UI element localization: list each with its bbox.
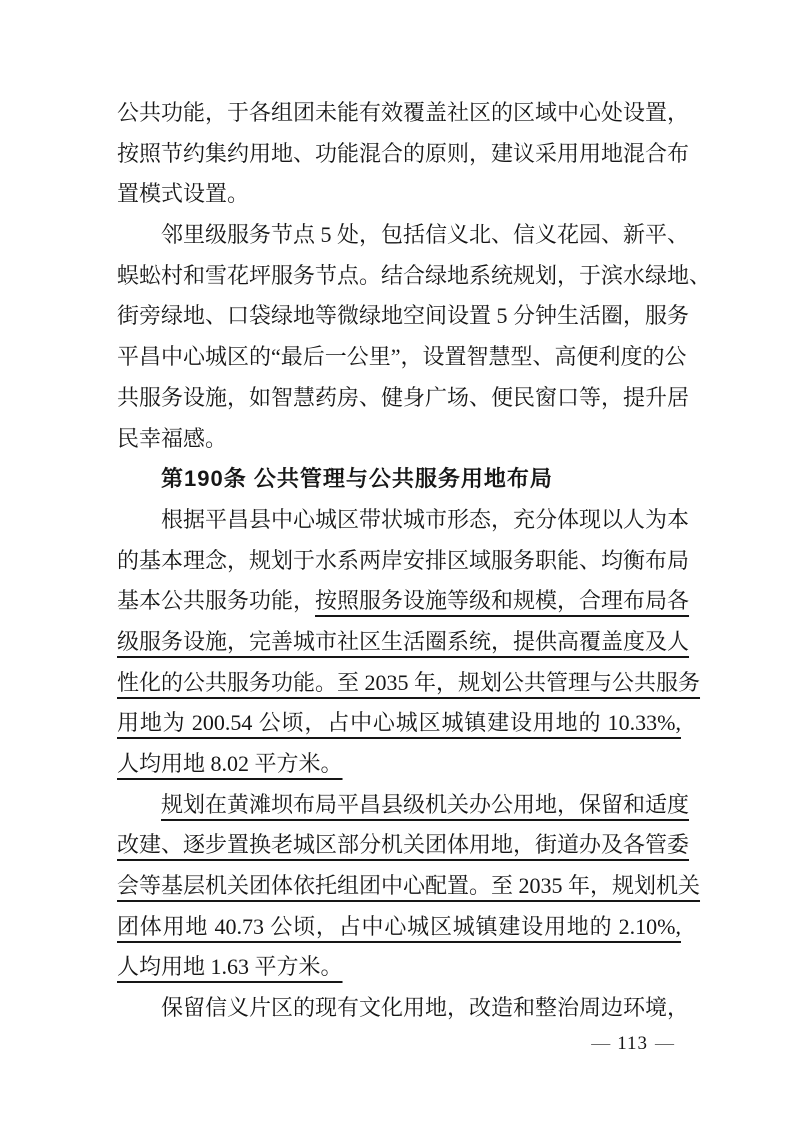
- underlined-text-segment: 会等基层机关团体依托组团中心配置。至 2035 年，规划机关: [117, 873, 701, 899]
- text-line: [117, 337, 687, 378]
- text-segment: 置模式设置。: [117, 181, 250, 207]
- section-heading: [117, 459, 681, 500]
- underlined-text-segment: 级服务设施，完善城市社区生活圈系统，提供高覆盖度及人: [117, 628, 690, 654]
- text-line: [117, 134, 690, 175]
- text-line: [117, 947, 681, 988]
- page-footer: [117, 1032, 681, 1056]
- text-segment: 蜈蚣村和雪花坪服务节点。结合绿地系统规划，于滨水绿地、: [117, 262, 712, 288]
- text-segment: 的基本理念，规划于水系两岸安排区域服务职能、均衡布局: [117, 547, 690, 573]
- text-line: [117, 744, 681, 785]
- text-line: [117, 378, 690, 419]
- text-line: [117, 622, 690, 663]
- underlined-text-segment: 性化的公共服务功能。至 2035 年，规划公共管理与公共服务: [117, 669, 701, 695]
- underlined-text-segment: 按照服务设施等级和规模，合理布局各: [315, 588, 690, 614]
- text-line: [117, 174, 681, 215]
- text-line: [117, 703, 681, 744]
- text-line: [117, 663, 701, 704]
- text-segment: 公共功能，于各组团未能有效覆盖社区的区域中心处设置，: [117, 100, 690, 125]
- text-segment: 第190条 公共管理与公共服务用地布局: [161, 466, 553, 492]
- text-segment: 民幸福感。: [117, 425, 228, 451]
- underlined-text-segment: 团体用地 40.73 公顷，占中心城区城镇建设用地的 2.10%,: [117, 913, 681, 939]
- underlined-text-segment: 人均用地 1.63 平方米。: [117, 954, 343, 980]
- text-line: [117, 256, 712, 297]
- text-line: [117, 541, 690, 582]
- text-line: [117, 296, 690, 337]
- document-body: [117, 93, 712, 1029]
- page-number-dash-left: —: [591, 1033, 611, 1054]
- text-segment: 基本公共服务功能，: [117, 588, 316, 614]
- page-number: 113: [617, 1033, 648, 1054]
- text-line: [117, 93, 690, 134]
- text-segment: 街旁绿地、口袋绿地等微绿地空间设置 5 分钟生活圈，服务: [117, 303, 690, 329]
- text-segment: 按照节约集约用地、功能混合的原则，建议采用用地混合布: [117, 140, 690, 166]
- underlined-text-segment: 改建、逐步置换老城区部分机关团体用地，街道办及各管委: [117, 832, 690, 858]
- text-segment: 保留信义片区的现有文化用地，改造和整治周边环境，: [161, 995, 690, 1021]
- text-line: [117, 907, 681, 948]
- text-line: [117, 419, 681, 460]
- page-number-dash-right: —: [655, 1033, 674, 1054]
- text-line: [117, 215, 690, 256]
- text-line: [117, 988, 690, 1029]
- underlined-text-segment: 用地为 200.54 公顷，占中心城区城镇建设用地的 10.33%,: [117, 710, 681, 736]
- text-segment: 邻里级服务节点 5 处，包括信义北、信义花园、新平、: [161, 222, 690, 248]
- text-line: [117, 825, 690, 866]
- text-segment: 平昌中心城区的“最后一公里”，设置智慧型、高便利度的公: [117, 344, 687, 370]
- text-segment: 共服务设施，如智慧药房、健身广场、便民窗口等，提升居: [117, 384, 690, 410]
- text-line: [117, 785, 690, 826]
- underlined-text-segment: 规划在黄滩坝布局平昌县级机关办公用地，保留和适度: [161, 791, 690, 817]
- text-segment: 根据平昌县中心城区带状城市形态，充分体现以人为本: [161, 506, 690, 532]
- text-line: [117, 500, 690, 541]
- text-line: [117, 581, 690, 622]
- text-line: [117, 866, 701, 907]
- underlined-text-segment: 人均用地 8.02 平方米。: [117, 751, 343, 776]
